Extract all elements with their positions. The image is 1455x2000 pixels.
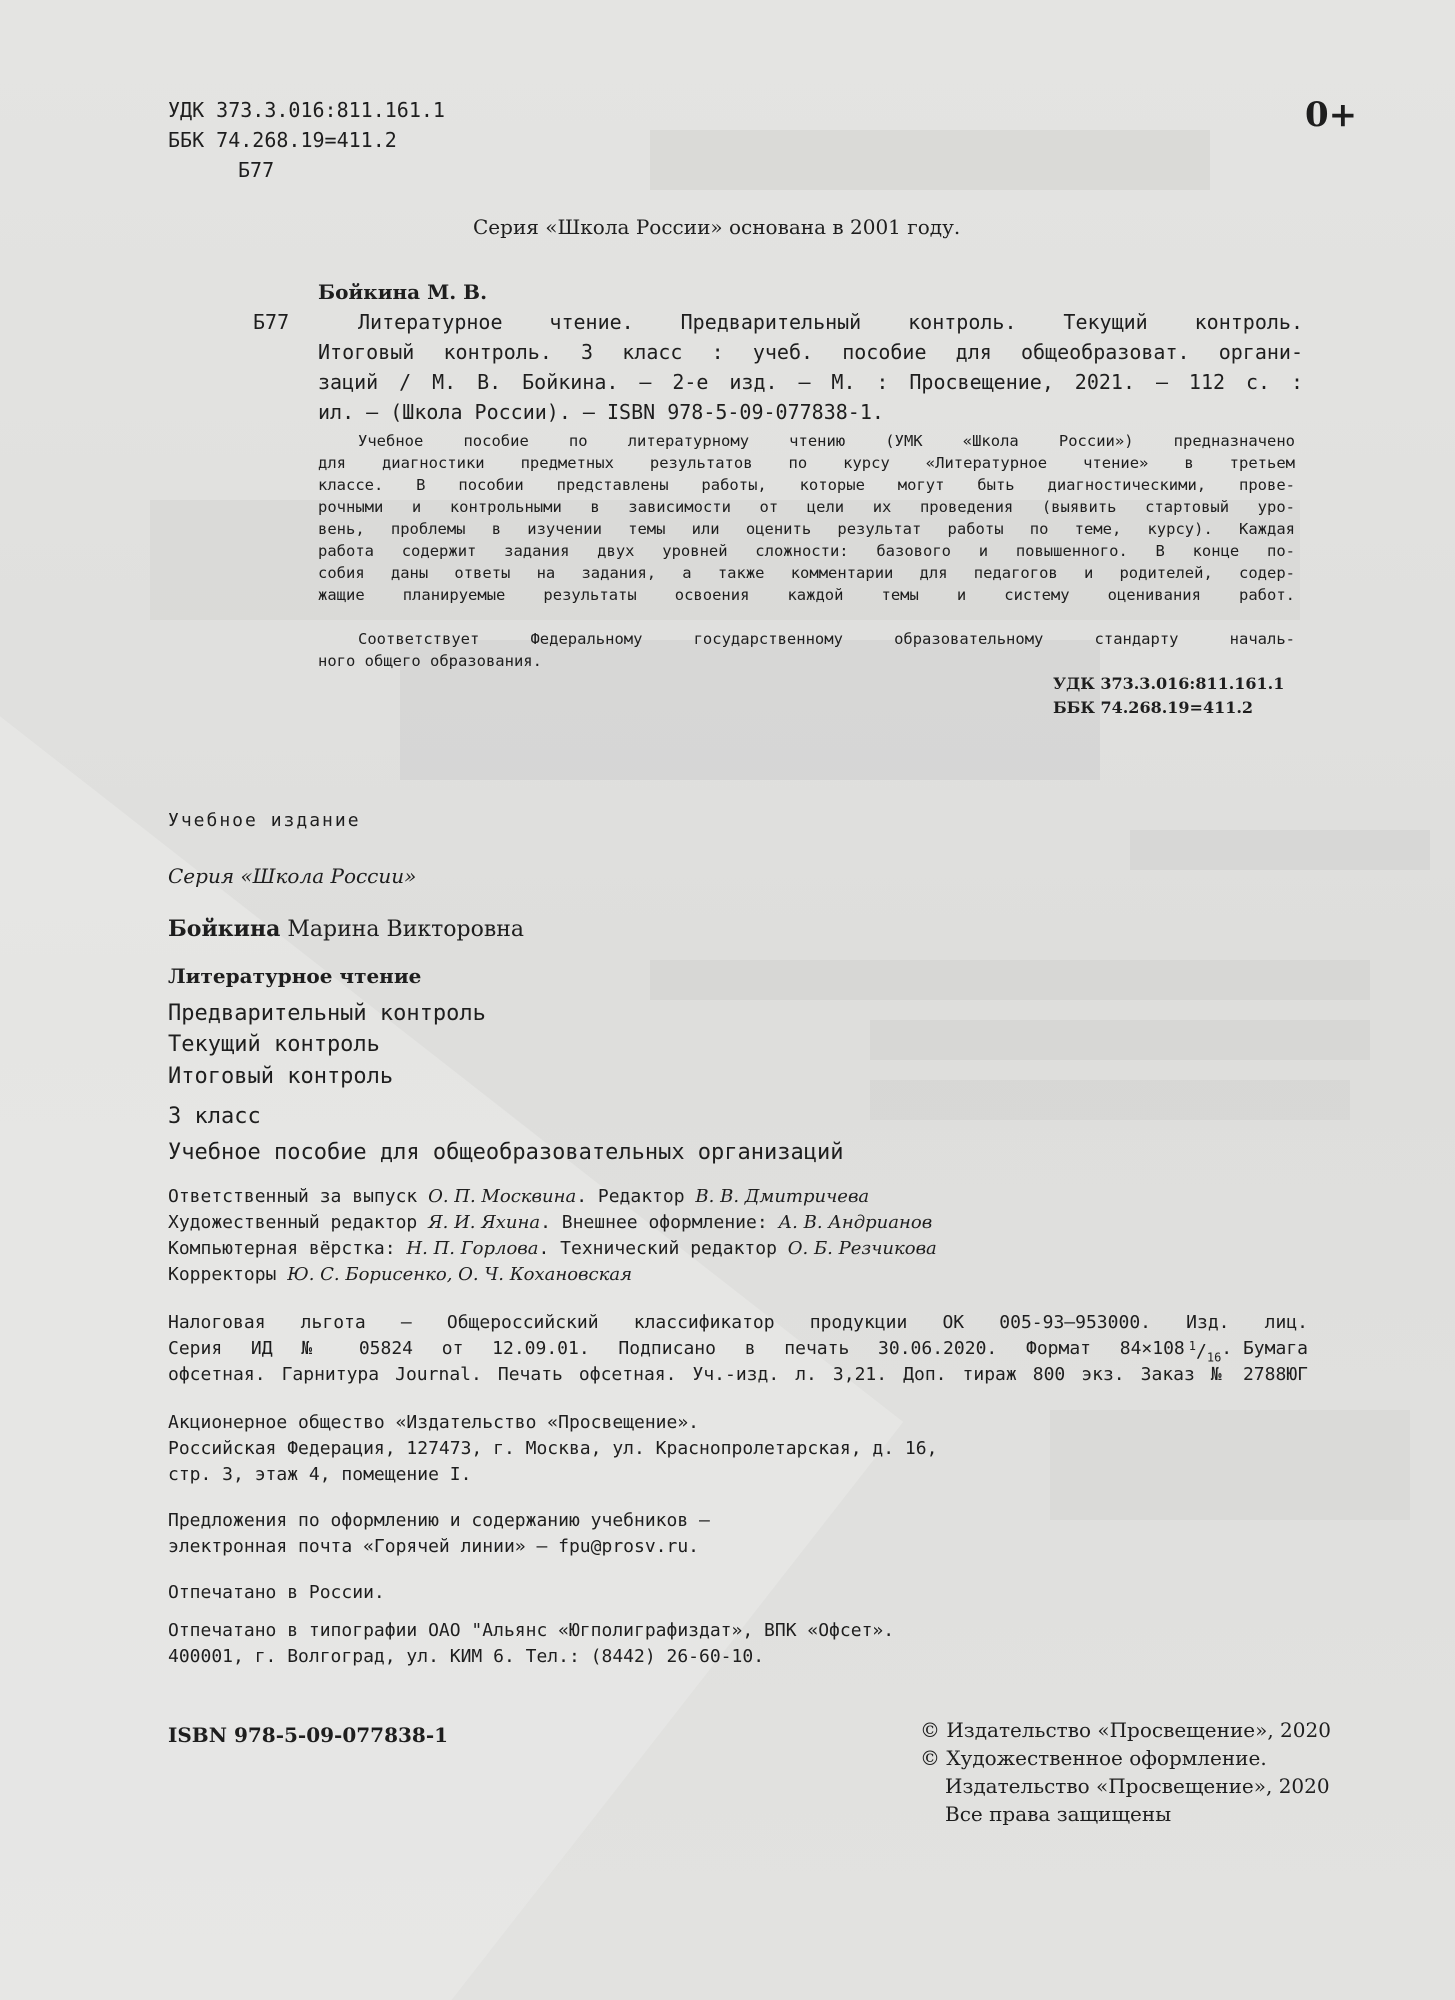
tax-line-2-main: Серия ИД № 05824 от 12.09.01. Подписано в печать 30.06.2020. Формат 84×108: [168, 1338, 1185, 1359]
publisher-line-3: стр. 3, этаж 4, помещение I.: [168, 1464, 472, 1485]
credits-line-4: [168, 1266, 632, 1284]
tax-line-3: офсетная. Гарнитура Journal. Печать офсетная. Уч.-изд. л. 3,21. Доп. тираж 800 экз. Заказ № 2788ЮГ: [168, 1364, 1308, 1385]
credit-person: Ю. С. Борисенко, О. Ч. Кохановская: [287, 1264, 633, 1285]
tax-line-1: Налоговая льгота — Общероссийский классификатор продукции ОК 005-93—953000. Изд. лиц.: [168, 1312, 1308, 1333]
annotation-line-3: классе. В пособии представлены работы, которые могут быть диагностическими, прове-: [318, 476, 1295, 494]
publisher-line-1: Акционерное общество «Издательство «Просвещение».: [168, 1412, 700, 1433]
age-rating: 0+: [1305, 95, 1358, 135]
copyright-line-3: Издательство «Просвещение», 2020: [945, 1774, 1330, 1798]
credit-role: Компьютерная вёрстка:: [168, 1238, 407, 1259]
annotation-line-4: рочными и контрольными в зависимости от цели их проведения (выявить стартовый уро-: [318, 498, 1295, 516]
copyright-line-4: Все права защищены: [945, 1802, 1172, 1826]
copyright-line-1: © Издательство «Просвещение», 2020: [920, 1718, 1331, 1742]
credit-person: Я. И. Яхина: [428, 1212, 541, 1233]
author-name: Марина Викторовна: [287, 917, 525, 942]
annotation-bbk: ББК 74.268.19=411.2: [1053, 698, 1254, 717]
credits-line-1: [168, 1188, 869, 1206]
annotation-line-1: Учебное пособие по литературному чтению (УМК «Школа России») предназначено: [358, 432, 1295, 450]
series-founded: Серия «Школа России» основана в 2001 году.: [473, 215, 961, 239]
annotation-line-7: собия даны ответы на задания, а также комментарии для педагогов и родителей, содер-: [318, 564, 1295, 582]
biblio-line-1: Литературное чтение. Предварительный контроль. Текущий контроль.: [358, 310, 1303, 334]
printed-in: Отпечатано в России.: [168, 1582, 385, 1603]
edition-author: [168, 918, 524, 941]
tax-line-2: [168, 1340, 1308, 1364]
edition-purpose: Учебное пособие для общеобразовательных организаций: [168, 1140, 844, 1165]
credit-role: . Внешнее оформление:: [540, 1212, 779, 1233]
edition-subtitle-2: Текущий контроль: [168, 1032, 380, 1057]
printer-line-2: 400001, г. Волгоград, ул. КИМ 6. Тел.: (8442) 26-60-10.: [168, 1646, 765, 1667]
format-sup: 1: [1188, 1339, 1196, 1353]
edition-grade: 3 класс: [168, 1104, 261, 1129]
edition-series: Серия «Школа России»: [168, 864, 417, 888]
credit-role: Ответственный за выпуск: [168, 1186, 429, 1207]
edition-subtitle-3: Итоговый контроль: [168, 1064, 394, 1089]
credit-role: . Технический редактор: [538, 1238, 788, 1259]
annotation-line-2: для диагностики предметных результатов по курсу «Литературное чтение» в третьем: [318, 454, 1295, 472]
proposals-line-1: Предложения по оформлению и содержанию учебников —: [168, 1510, 710, 1531]
annotation-udk: УДК 373.3.016:811.161.1: [1053, 674, 1285, 693]
copyright-line-2: © Художественное оформление.: [920, 1746, 1267, 1770]
credit-person: Н. П. Горлова: [406, 1238, 539, 1259]
tax-line-2-tail: . Бумага: [1221, 1338, 1308, 1359]
isbn: ISBN 978-5-09-077838-1: [168, 1723, 449, 1747]
credit-person: А. В. Андрианов: [778, 1212, 933, 1233]
credit-person: О. П. Москвина: [428, 1186, 577, 1207]
edition-title: Литературное чтение: [168, 964, 422, 988]
annotation-line-5: вень, проблемы в изучении темы или оценить результат работы по теме, курсу). Каждая: [318, 520, 1295, 538]
annotation-line-9: Соответствует Федеральному государственному образовательному стандарту началь-: [358, 630, 1295, 648]
credit-role: . Редактор: [576, 1186, 696, 1207]
annotation-line-10: ного общего образования.: [318, 652, 542, 670]
format-fraction: [1189, 1340, 1222, 1364]
proposals-line-2: электронная почта «Горячей линии» — fpu@prosv.ru.: [168, 1536, 700, 1557]
udk-top: УДК 373.3.016:811.161.1: [168, 98, 445, 122]
edition-type: Учебное издание: [168, 810, 361, 831]
credit-role: Художественный редактор: [168, 1212, 429, 1233]
annotation-line-8: жащие планируемые результаты освоения каждой темы и систему оценивания работ.: [318, 586, 1295, 604]
format-sub: 16: [1206, 1350, 1222, 1365]
code-top: Б77: [238, 158, 275, 182]
biblio-author: Бойкина М. В.: [318, 280, 488, 304]
credits-line-3: [168, 1240, 937, 1258]
credit-person: О. Б. Резчикова: [787, 1238, 937, 1259]
biblio-code: Б77: [253, 310, 290, 334]
biblio-line-4: ил. — (Школа России). — ISBN 978-5-09-077838-1.: [318, 400, 884, 424]
biblio-line-2: Итоговый контроль. 3 класс : учеб. пособие для общеобразоват. органи-: [318, 340, 1303, 364]
credit-role: Корректоры: [168, 1264, 288, 1285]
credit-person: В. В. Дмитричева: [695, 1186, 870, 1207]
printer-line-1: Отпечатано в типографии ОАО "Альянс «Югполиграфиздат», ВПК «Офсет».: [168, 1620, 895, 1641]
biblio-line-3: заций / М. В. Бойкина. — 2-е изд. — М. : Просвещение, 2021. — 112 с. :: [318, 370, 1303, 394]
bbk-top: ББК 74.268.19=411.2: [168, 128, 397, 152]
format-slash: /: [1196, 1341, 1207, 1362]
annotation-line-6: работа содержит задания двух уровней сложности: базового и повышенного. В конце по-: [318, 542, 1295, 560]
credits-line-2: [168, 1214, 932, 1232]
author-surname: Бойкина: [168, 916, 281, 942]
edition-subtitle-1: Предварительный контроль: [168, 1001, 486, 1026]
publisher-line-2: Российская Федерация, 127473, г. Москва, ул. Краснопролетарская, д. 16,: [168, 1438, 938, 1459]
